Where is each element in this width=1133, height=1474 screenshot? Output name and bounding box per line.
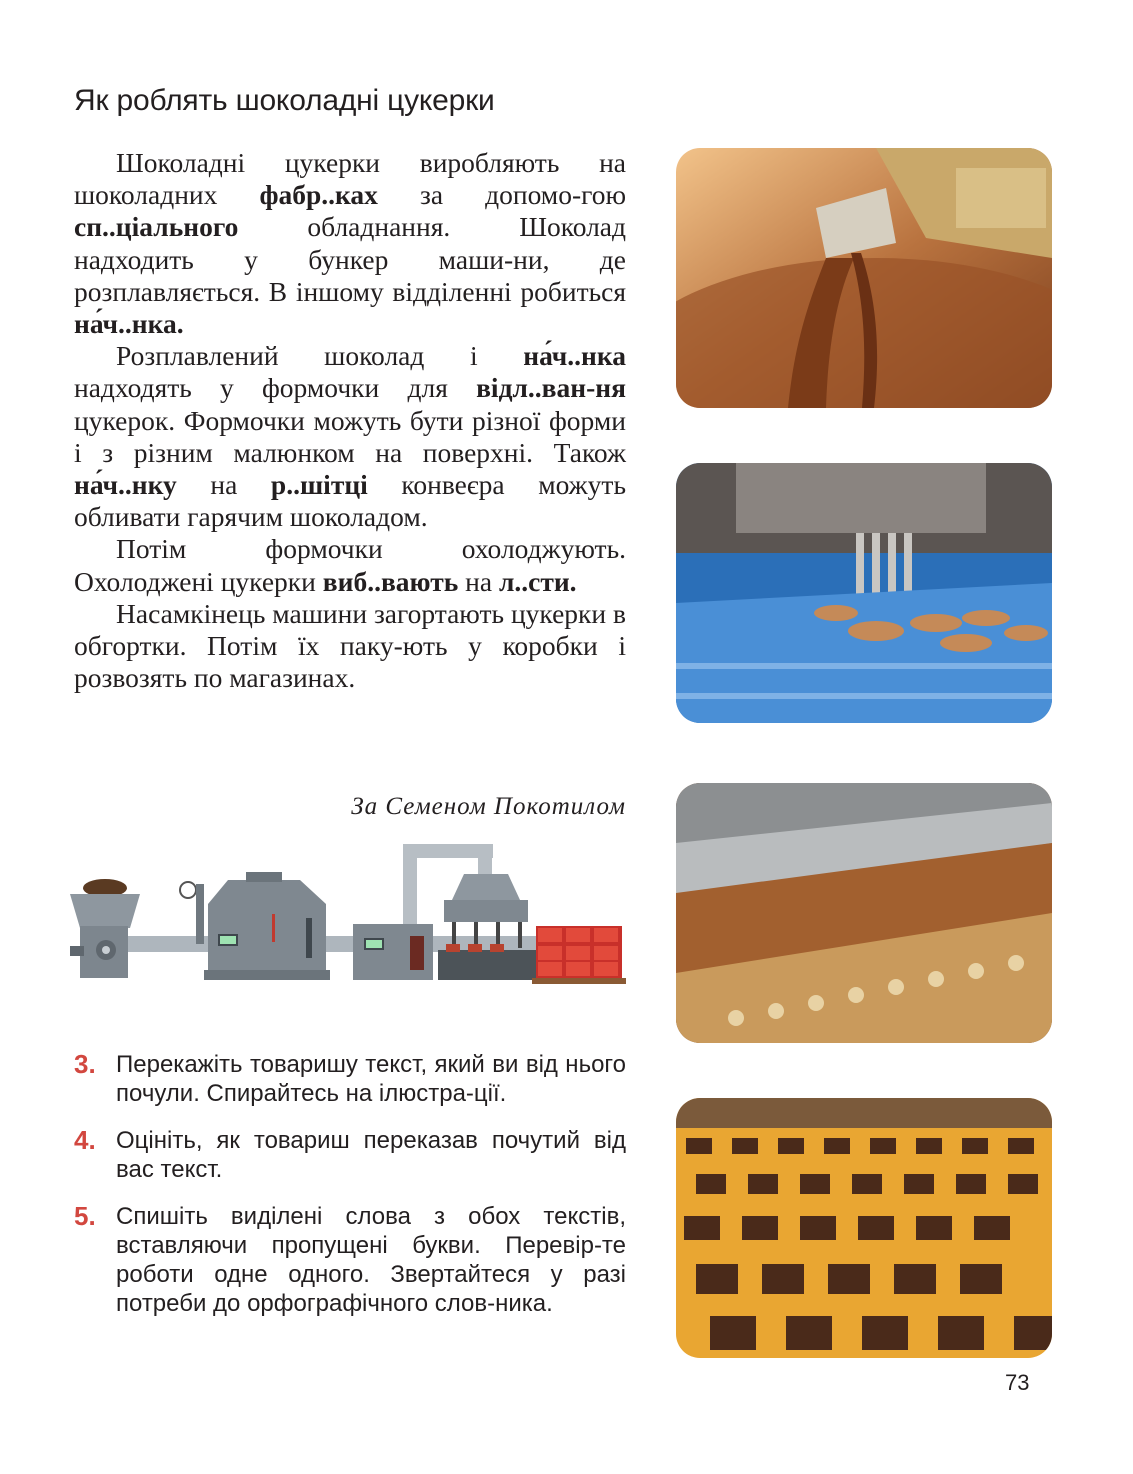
photo-finished-candies <box>676 1098 1052 1358</box>
highlighted-word: л..сти. <box>498 565 577 597</box>
task-item <box>74 1202 626 1318</box>
story-text <box>74 147 626 694</box>
task-number: 4. <box>74 1125 96 1155</box>
melting-tank <box>180 872 330 980</box>
photo-chocolate-pouring <box>676 148 1052 408</box>
story-paragraph-4: Насамкінець машини загортають цукерки в обгортки. Потім їх паку-ють у коробки і розвозять по магазинах. <box>74 597 626 694</box>
highlighted-word: на́ч..нка. <box>74 308 184 340</box>
task-text: Оцініть, як товариш переказав почутий від вас текст. <box>116 1127 626 1183</box>
story-paragraph-1: Шоколадні цукерки виробляють на шоколадних фабр..ках за допомо-гою сп..ціального обладнання. Шоколад надходить у бункер маши-ни, де розплавляється. В іншому відділенні робиться на́ч..нка. <box>74 147 626 340</box>
page-title: Як роблять шоколадні цукерки <box>74 84 495 117</box>
task-list <box>74 1050 626 1336</box>
story-paragraph-3: Потім формочки охолоджують. Охолоджені цукерки виб..вають на л..сти. <box>74 533 626 597</box>
task-number: 5. <box>74 1201 96 1231</box>
task-item <box>74 1126 626 1184</box>
highlighted-word: фабр..ках <box>259 179 378 211</box>
photo-chocolate-coating <box>676 783 1052 1043</box>
depositor-machine <box>438 874 538 980</box>
task-item <box>74 1050 626 1108</box>
grinder-machine <box>70 879 140 978</box>
highlighted-word: на́ч..нка <box>523 340 626 372</box>
highlighted-word: на́ч..нку <box>74 469 177 501</box>
author-credit: За Семеном Покотилом <box>351 793 626 820</box>
task-number: 3. <box>74 1049 96 1079</box>
highlighted-word: р..шітці <box>270 469 368 501</box>
highlighted-word: виб..вають <box>322 565 459 597</box>
highlighted-word: сп..ціального <box>74 211 239 243</box>
photo-depositor-molds <box>676 463 1052 723</box>
highlighted-word: відл..ван-ня <box>476 372 626 404</box>
task-text: Спишіть виділені слова з обох текстів, вставляючи пропущені букви. Перевір-те роботи одне одного. Звертайтеся у разі потреби до орфографічного слов-ника. <box>116 1203 626 1317</box>
task-text: Перекажіть товаришу текст, який ви від нього почули. Спирайтесь на ілюстра-ції. <box>116 1051 626 1107</box>
page-number: 73 <box>1005 1370 1030 1395</box>
production-line-illustration <box>68 838 628 988</box>
candy-boxes <box>532 926 626 984</box>
story-paragraph-2: Розплавлений шоколад і на́ч..нка надходять у формочки для відл..ван-ня цукерок. Формочки можуть бути різної форми і з різним малюнком на поверхні. Також на́ч..нку на р..шітці конвеєра можуть обливати гарячим шоколадом. <box>74 340 626 533</box>
